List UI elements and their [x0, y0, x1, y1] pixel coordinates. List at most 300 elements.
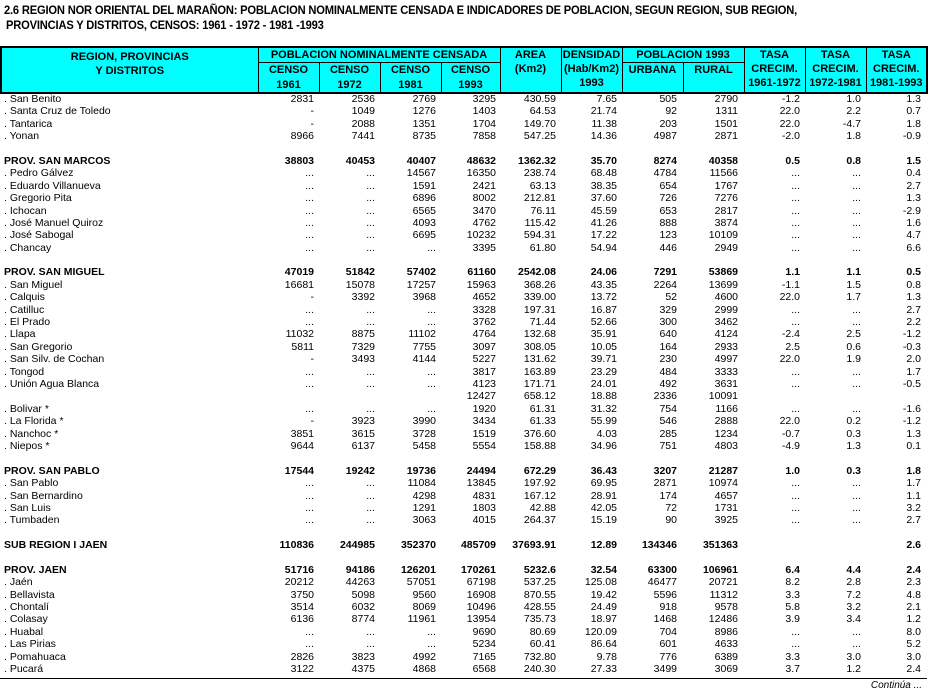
cell-censo-1972: ... [366, 489, 375, 502]
cell-rural: 4803 [714, 439, 738, 452]
cell-urbana: 230 [659, 353, 677, 366]
cell-censo-1993: 13845 [466, 477, 496, 490]
cell-censo-1972: 2088 [351, 117, 375, 130]
cell-rural: 21287 [708, 464, 738, 477]
cell-area: 158.88 [523, 439, 556, 452]
row-name: . Tongod [4, 365, 45, 378]
cell-tasa-1961-1972: ... [791, 514, 800, 527]
cell-rural: 106961 [702, 563, 738, 576]
table-row [0, 626, 928, 638]
cell-tasa-1972-1981: 0.8 [846, 154, 861, 167]
cell-urbana: 776 [659, 650, 677, 663]
cell-censo-1981: 6896 [412, 192, 436, 205]
cell-tasa-1972-1981: 0.2 [846, 415, 861, 428]
cell-censo-1961: 3514 [290, 601, 314, 614]
cell-tasa-1981-1993: 1.3 [906, 427, 921, 440]
cell-urbana: 4987 [653, 130, 677, 143]
table-row [0, 415, 928, 427]
cell-censo-1961: - [310, 105, 314, 118]
cell-tasa-1961-1972: ... [791, 179, 800, 192]
cell-censo-1961: ... [305, 316, 314, 329]
cell-tasa-1972-1981: ... [852, 638, 861, 651]
row-name: . Catilluc [4, 303, 45, 316]
cell-area: 594.31 [523, 229, 556, 242]
row-name: . Tumbaden [4, 514, 60, 527]
row-name: . Niepos * [4, 439, 50, 452]
cell-rural: 9578 [714, 601, 738, 614]
row-name: . Yonan [4, 130, 40, 143]
cell-rural: 53869 [708, 266, 738, 279]
cell-censo-1993: 6568 [472, 662, 496, 675]
cell-densidad: 10.05 [590, 340, 617, 353]
cell-urbana: 285 [659, 427, 677, 440]
cell-urbana: 174 [659, 489, 677, 502]
cell-tasa-1961-1972: 22.0 [779, 291, 800, 304]
table-row [0, 353, 928, 365]
cell-tasa-1981-1993: 1.1 [906, 489, 921, 502]
table-row [0, 576, 928, 588]
cell-tasa-1961-1972: -2.4 [781, 328, 800, 341]
cell-tasa-1972-1981: ... [852, 179, 861, 192]
cell-censo-1961: 38803 [284, 154, 314, 167]
cell-censo-1961: - [310, 117, 314, 130]
cell-rural: 1311 [715, 105, 738, 118]
table-row [0, 341, 928, 353]
row-name: SUB REGION I JAEN [4, 539, 108, 552]
cell-tasa-1972-1981: ... [852, 241, 861, 254]
cell-censo-1981: ... [427, 402, 436, 415]
cell-urbana: 653 [659, 204, 677, 217]
cell-censo-1981: 4992 [412, 650, 436, 663]
cell-urbana: 4784 [653, 167, 677, 180]
cell-urbana: 164 [659, 340, 677, 353]
cell-tasa-1972-1981: ... [852, 216, 861, 229]
cell-tasa-1981-1993: 5.2 [906, 638, 921, 651]
header-year-1981: 1981 [380, 78, 441, 93]
cell-tasa-1972-1981: ... [852, 303, 861, 316]
cell-tasa-1961-1972: 1.1 [785, 266, 800, 279]
header-densidad-line1: DENSIDAD [562, 49, 621, 61]
cell-censo-1961: 16681 [284, 278, 314, 291]
cell-tasa-1961-1972: ... [791, 241, 800, 254]
cell-censo-1981: ... [427, 625, 436, 638]
cell-densidad: 32.54 [590, 563, 617, 576]
cell-tasa-1961-1972: 3.3 [785, 650, 800, 663]
cell-tasa-1961-1972: 3.3 [785, 588, 800, 601]
table-row [0, 477, 928, 489]
table-title-line-2: PROVINCIAS Y DISTRITOS, CENSOS: 1961 - 1972 - 1981 -1993 [6, 18, 324, 32]
cell-densidad: 35.91 [590, 328, 617, 341]
cell-tasa-1981-1993: 0.1 [906, 439, 921, 452]
row-name: . Nanchoc * [4, 427, 59, 440]
table-row [0, 490, 928, 502]
cell-censo-1993: 4123 [472, 377, 496, 390]
cell-censo-1972: ... [366, 365, 375, 378]
cell-tasa-1961-1972: -2.0 [781, 130, 800, 143]
header-tasa-period: 1981-1993 [869, 77, 923, 89]
cell-rural: 4124 [714, 328, 738, 341]
cell-rural: 3069 [714, 662, 738, 675]
cell-densidad: 125.08 [584, 576, 617, 589]
header-year-1961: 1961 [258, 78, 319, 93]
cell-urbana: 46477 [647, 576, 677, 589]
cell-tasa-1961-1972: ... [791, 316, 800, 329]
cell-censo-1981: ... [427, 365, 436, 378]
cell-area: 197.31 [523, 303, 556, 316]
cell-tasa-1981-1993: 3.0 [906, 650, 921, 663]
cell-urbana: 1468 [653, 613, 677, 626]
cell-rural: 2871 [714, 130, 738, 143]
cell-tasa-1961-1972: ... [791, 638, 800, 651]
cell-censo-1961: 110836 [279, 539, 314, 552]
header-tasa-label: TASA [820, 49, 851, 61]
cell-area: 37693.91 [512, 539, 556, 552]
cell-censo-1972: 44263 [345, 576, 375, 589]
cell-censo-1972: 3493 [351, 353, 375, 366]
cell-censo-1972: ... [366, 229, 375, 242]
table-row [0, 663, 928, 675]
cell-censo-1981: 1291 [412, 501, 436, 514]
cell-area: 61.31 [529, 402, 556, 415]
table-row [0, 304, 928, 316]
cell-tasa-1972-1981: ... [852, 365, 861, 378]
cell-censo-1961: 9644 [290, 439, 314, 452]
summary-row [0, 539, 928, 551]
cell-censo-1961: ... [305, 402, 314, 415]
row-name: . Chancay [4, 241, 52, 254]
cell-censo-1961: ... [305, 229, 314, 242]
cell-tasa-1981-1993: -0.5 [902, 377, 921, 390]
cell-area: 368.26 [523, 278, 556, 291]
table-row [0, 192, 928, 204]
cell-censo-1972: 3823 [351, 650, 375, 663]
cell-censo-1993: 7165 [472, 650, 496, 663]
cell-urbana: 751 [659, 439, 677, 452]
cell-censo-1981: 352370 [400, 539, 436, 552]
cell-censo-1993: 3328 [472, 303, 496, 316]
cell-censo-1981: 1351 [412, 117, 436, 130]
cell-tasa-1981-1993: 0.7 [906, 105, 921, 118]
cell-rural: 10974 [708, 477, 738, 490]
cell-area: 60.41 [529, 638, 556, 651]
cell-tasa-1972-1981: ... [852, 377, 861, 390]
cell-censo-1993: 4764 [472, 328, 496, 341]
table-row [0, 502, 928, 514]
cell-urbana: 654 [659, 179, 677, 192]
cell-area: 735.73 [523, 613, 556, 626]
cell-censo-1981: 6565 [412, 204, 436, 217]
cell-urbana: 704 [659, 625, 677, 638]
table-row [0, 105, 928, 117]
row-name: . El Prado [4, 316, 51, 329]
cell-densidad: 14.36 [590, 130, 617, 143]
cell-censo-1981: 40407 [406, 154, 436, 167]
header-area [500, 47, 561, 93]
cell-urbana: 52 [665, 291, 677, 304]
cell-censo-1972: ... [366, 625, 375, 638]
table-row [0, 180, 928, 192]
table-header [0, 46, 928, 94]
cell-censo-1972: 4375 [351, 662, 375, 675]
cell-censo-1993: 3762 [472, 316, 496, 329]
cell-censo-1981: 7755 [412, 340, 436, 353]
cell-censo-1993: 3395 [472, 241, 496, 254]
cell-tasa-1961-1972: ... [791, 489, 800, 502]
row-name: . Bellavista [4, 588, 55, 601]
row-name: . San Pablo [4, 477, 59, 490]
cell-tasa-1981-1993: -1.2 [902, 328, 921, 341]
cell-censo-1993: 3295 [472, 93, 496, 105]
cell-urbana: 640 [659, 328, 677, 341]
cell-rural: 1767 [714, 179, 738, 192]
cell-censo-1972: 15078 [345, 278, 375, 291]
cell-urbana: 726 [659, 192, 677, 205]
cell-tasa-1981-1993: 4.7 [906, 229, 921, 242]
header-tasa-period: 1961-1972 [748, 77, 801, 89]
row-name: . San Benito [4, 93, 62, 105]
cell-tasa-1972-1981: ... [852, 167, 861, 180]
cell-urbana: 5596 [653, 588, 677, 601]
cell-rural: 351363 [702, 539, 738, 552]
row-name: . Gregorio Pita [4, 192, 72, 205]
cell-censo-1961: ... [305, 241, 314, 254]
cell-urbana: 90 [665, 514, 677, 527]
cell-censo-1961: ... [305, 167, 314, 180]
row-name: PROV. JAEN [4, 563, 67, 576]
cell-urbana: 329 [659, 303, 677, 316]
row-name: . La Florida * [4, 415, 64, 428]
cell-tasa-1981-1993: 1.6 [906, 216, 921, 229]
cell-densidad: 9.78 [596, 650, 617, 663]
cell-censo-1961: 17544 [284, 464, 314, 477]
cell-censo-1993: 485709 [460, 539, 496, 552]
cell-area: 1362.32 [518, 154, 556, 167]
cell-tasa-1972-1981: ... [852, 625, 861, 638]
header-crecim-label: CRECIM. [873, 63, 920, 75]
cell-tasa-1961-1972: 0.5 [785, 154, 800, 167]
cell-tasa-1961-1972: ... [791, 377, 800, 390]
blank-row [0, 551, 928, 563]
cell-tasa-1972-1981: 1.2 [846, 662, 861, 675]
cell-densidad: 31.32 [590, 402, 617, 415]
cell-tasa-1961-1972: -0.7 [781, 427, 800, 440]
cell-tasa-1981-1993: 2.4 [906, 563, 921, 576]
cell-censo-1981: 57402 [406, 266, 436, 279]
blank-row [0, 452, 928, 464]
cell-tasa-1972-1981: 1.0 [846, 93, 861, 105]
cell-censo-1961: ... [305, 514, 314, 527]
cell-tasa-1981-1993: -0.9 [902, 130, 921, 143]
cell-censo-1961: ... [305, 489, 314, 502]
cell-area: 71.44 [529, 316, 556, 329]
cell-densidad: 24.06 [590, 266, 617, 279]
cell-urbana: 492 [659, 377, 677, 390]
blank-row [0, 527, 928, 539]
header-crecim-label: CRECIM. [812, 63, 859, 75]
cell-densidad: 86.64 [590, 638, 617, 651]
cell-censo-1993: 16908 [466, 588, 496, 601]
cell-area: 149.70 [523, 117, 556, 130]
cell-urbana: 446 [659, 241, 677, 254]
cell-censo-1981: 6695 [412, 229, 436, 242]
cell-censo-1961: ... [305, 377, 314, 390]
cell-area: 732.80 [523, 650, 556, 663]
cell-area: 80.69 [529, 625, 556, 638]
cell-area: 212.81 [523, 192, 556, 205]
cell-censo-1993: 4831 [472, 489, 496, 502]
cell-censo-1993: 10496 [466, 601, 496, 614]
cell-censo-1961: ... [305, 303, 314, 316]
cell-area: 197.92 [523, 477, 556, 490]
cell-rural: 20721 [708, 576, 738, 589]
cell-urbana: 484 [659, 365, 677, 378]
cell-rural: 2888 [714, 415, 738, 428]
row-name: . José Sabogal [4, 229, 74, 242]
cell-censo-1972: 19242 [345, 464, 375, 477]
cell-censo-1961: - [310, 353, 314, 366]
table-body [0, 93, 928, 675]
table-row [0, 118, 928, 130]
cell-rural: 1731 [714, 501, 738, 514]
cell-censo-1993: 24494 [466, 464, 496, 477]
cell-rural: 10091 [708, 390, 738, 403]
cell-censo-1972: 7441 [351, 130, 375, 143]
cell-tasa-1961-1972: ... [791, 477, 800, 490]
summary-row [0, 155, 928, 167]
cell-censo-1961: ... [305, 204, 314, 217]
cell-area: 264.37 [523, 514, 556, 527]
cell-tasa-1981-1993: 2.1 [906, 601, 921, 614]
cell-rural: 2949 [714, 241, 738, 254]
cell-urbana: 918 [659, 601, 677, 614]
cell-tasa-1981-1993: 2.7 [906, 303, 921, 316]
cell-tasa-1961-1972: ... [791, 192, 800, 205]
cell-censo-1961: ... [305, 501, 314, 514]
cell-urbana: 754 [659, 402, 677, 415]
cell-rural: 3631 [714, 377, 738, 390]
cell-tasa-1972-1981: 2.2 [846, 105, 861, 118]
header-densidad-line3: 1993 [579, 77, 604, 89]
cell-rural: 4997 [714, 353, 738, 366]
cell-densidad: 19.42 [590, 588, 617, 601]
cell-tasa-1972-1981: -4.7 [842, 117, 861, 130]
cell-tasa-1961-1972: ... [791, 501, 800, 514]
cell-tasa-1961-1972: 6.4 [785, 563, 800, 576]
cell-tasa-1972-1981: ... [852, 501, 861, 514]
cell-urbana: 546 [659, 415, 677, 428]
cell-urbana: 92 [665, 105, 677, 118]
cell-tasa-1981-1993: 1.7 [906, 477, 921, 490]
cell-censo-1981: 5458 [412, 439, 436, 452]
cell-area: 547.25 [523, 130, 556, 143]
row-name: . José Manuel Quiroz [4, 216, 104, 229]
table-row [0, 328, 928, 340]
cell-tasa-1961-1972: 22.0 [779, 353, 800, 366]
cell-rural: 40358 [708, 154, 738, 167]
cell-tasa-1981-1993: 2.7 [906, 514, 921, 527]
cell-censo-1993: 61160 [467, 266, 496, 279]
cell-densidad: 52.66 [590, 316, 617, 329]
cell-censo-1972: ... [366, 192, 375, 205]
cell-rural: 2817 [714, 204, 738, 217]
header-censo-1981: CENSO [380, 63, 441, 78]
cell-censo-1972: 3923 [351, 415, 375, 428]
summary-row [0, 564, 928, 576]
cell-tasa-1972-1981: 2.8 [846, 576, 861, 589]
header-area-line1: AREA [514, 49, 547, 61]
cell-densidad: 68.48 [590, 167, 617, 180]
cell-censo-1993: 5227 [472, 353, 496, 366]
cell-censo-1981: 8735 [412, 130, 436, 143]
cell-censo-1993: 9690 [472, 625, 496, 638]
cell-tasa-1961-1972: 3.9 [785, 613, 800, 626]
cell-area: 76.11 [530, 204, 556, 217]
row-name: PROV. SAN MARCOS [4, 154, 111, 167]
cell-urbana: 7291 [653, 266, 677, 279]
cell-tasa-1961-1972: 5.8 [785, 601, 800, 614]
cell-censo-1972: ... [366, 179, 375, 192]
header-censo-1993: CENSO [441, 63, 500, 78]
cell-censo-1981: 8069 [412, 601, 436, 614]
cell-urbana: 601 [659, 638, 677, 651]
header-year-1993: 1993 [441, 78, 500, 93]
cell-densidad: 13.72 [590, 291, 617, 304]
cell-censo-1972: 5098 [351, 588, 375, 601]
cell-censo-1972: 7329 [351, 340, 375, 353]
cell-censo-1993: 1920 [472, 402, 496, 415]
cell-area: 2542.08 [518, 266, 556, 279]
row-name: . Huabal [4, 625, 44, 638]
cell-censo-1981: 2769 [412, 93, 436, 105]
cell-censo-1981: 4868 [412, 662, 436, 675]
cell-urbana: 2871 [653, 477, 677, 490]
header-densidad [561, 47, 622, 93]
header-year-1972: 1972 [319, 78, 380, 93]
table-row [0, 440, 928, 452]
table-row [0, 428, 928, 440]
cell-tasa-1972-1981: 0.3 [846, 464, 861, 477]
cell-tasa-1961-1972: ... [791, 303, 800, 316]
cell-tasa-1961-1972: ... [791, 216, 800, 229]
cell-tasa-1981-1993: -1.6 [902, 402, 921, 415]
row-name: . San Luis [4, 501, 51, 514]
cell-censo-1993: 12427 [466, 390, 496, 403]
cell-censo-1961: 3122 [290, 662, 314, 675]
cell-densidad: 24.01 [590, 377, 617, 390]
cell-censo-1981: 1276 [412, 105, 436, 118]
cell-tasa-1981-1993: 2.2 [906, 316, 921, 329]
cell-censo-1972: 6032 [351, 601, 375, 614]
header-censo-1972: CENSO [319, 63, 380, 78]
table-title-line-1: 2.6 REGION NOR ORIENTAL DEL MARAÑON: POBLACION NOMINALMENTE CENSADA E INDICADORES DE POBLACION, SEGUN REGION, SUB REGION, [4, 3, 798, 17]
table-row [0, 279, 928, 291]
cell-densidad: 55.99 [590, 415, 617, 428]
cell-tasa-1972-1981: 0.6 [846, 340, 861, 353]
cell-censo-1993: 67198 [466, 576, 496, 589]
table-row [0, 378, 928, 390]
cell-tasa-1981-1993: 8.0 [906, 625, 921, 638]
cell-rural: 7276 [714, 192, 738, 205]
cell-tasa-1972-1981: 1.3 [846, 439, 861, 452]
cell-censo-1961: - [310, 291, 314, 304]
cell-tasa-1961-1972: ... [791, 402, 800, 415]
table-row [0, 242, 928, 254]
cell-censo-1961: 20212 [284, 576, 314, 589]
cell-urbana: 2264 [653, 278, 677, 291]
cell-tasa-1972-1981: 2.5 [846, 328, 861, 341]
cell-censo-1993: 1704 [472, 117, 496, 130]
cell-densidad: 45.59 [590, 204, 617, 217]
